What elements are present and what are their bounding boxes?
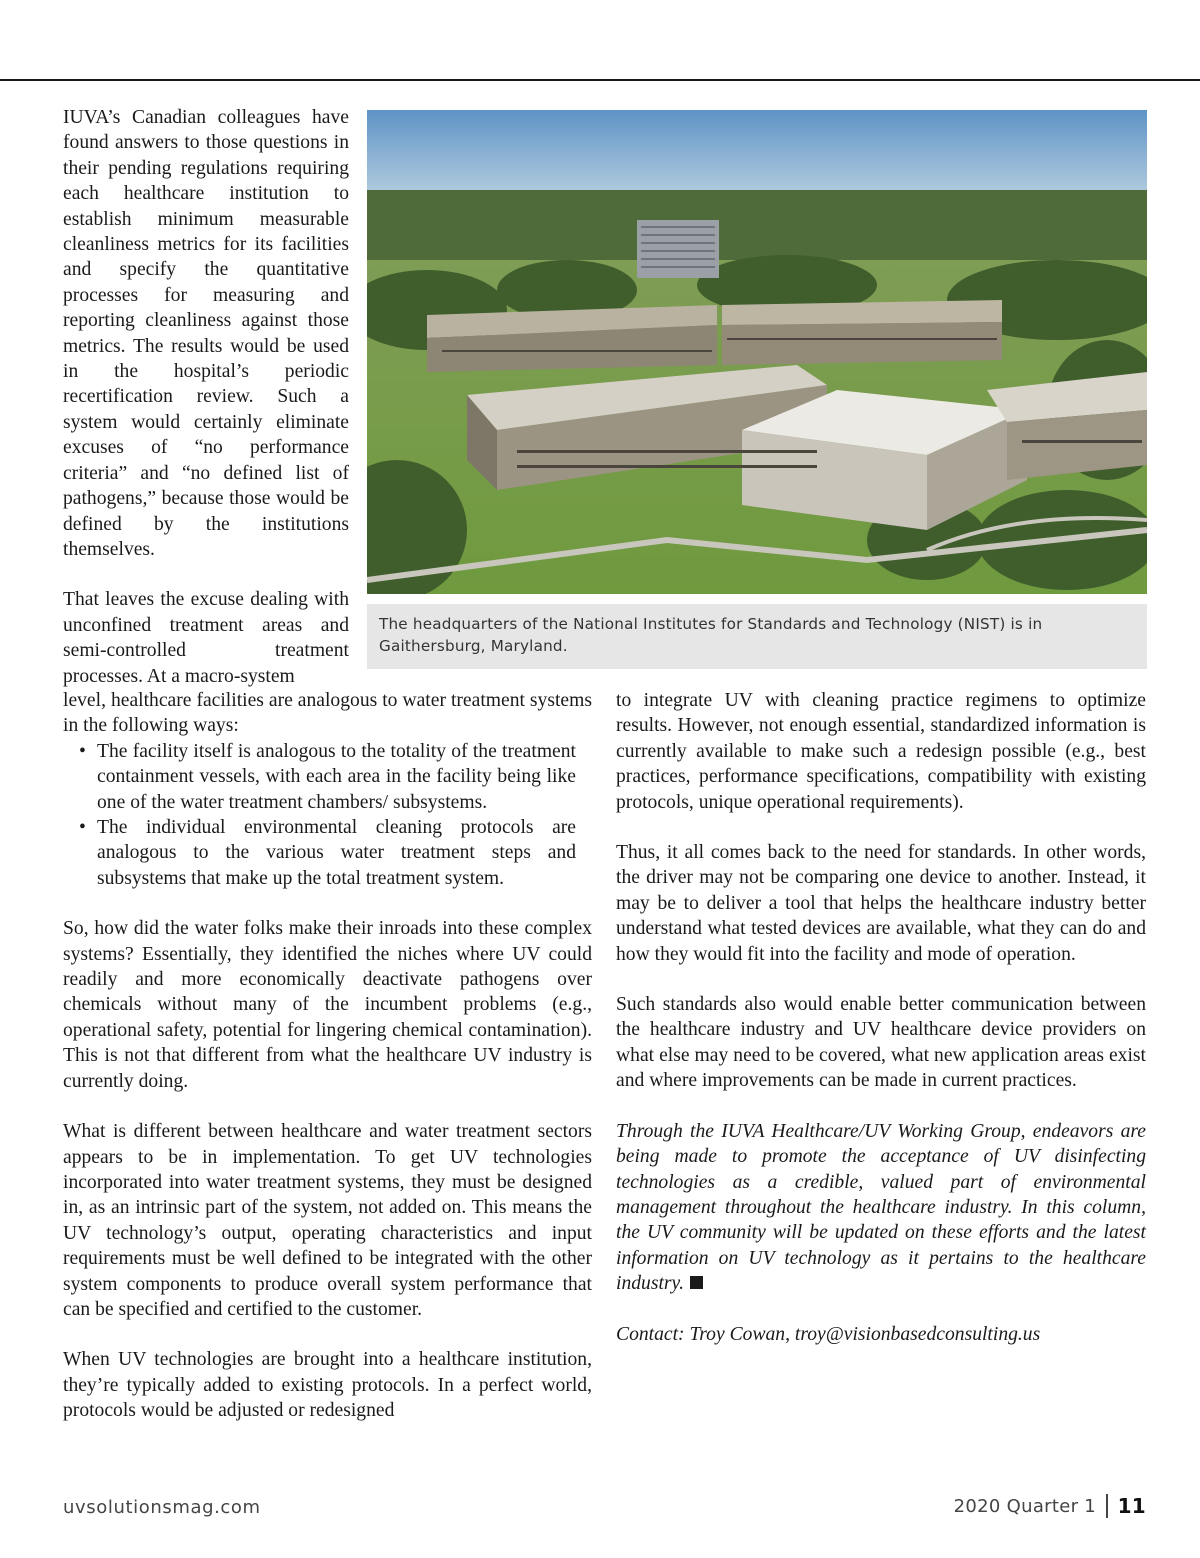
list-item <box>79 815 576 891</box>
header-rule <box>0 79 1200 81</box>
intro-column <box>63 105 349 689</box>
italic-note-text: Through the IUVA Healthcare/UV Working Group, endeavors are being made to promote the acceptance of UV disinfecting technologies as a credible, valued part of environmental management throughout the healthcare industry. In this column, the UV community will be updated on these efforts and the latest information on UV technology as it pertains to the healthcare industry. <box>616 1120 1146 1295</box>
bullet-icon: • <box>79 817 86 839</box>
contact-line: Contact: Troy Cowan, troy@visionbasedconsulting.us <box>616 1323 1041 1345</box>
intro-paragraph-2: That leaves the excuse dealing with unconfined treatment areas and semi-controlled treatment processes. At a macro-system <box>63 589 349 687</box>
nist-figure <box>367 110 1147 669</box>
right-paragraph-3: Such standards also would enable better communication between the healthcare industry and UV healthcare device providers on what else may need to be covered, what new application areas exist and where improvements can be made in current practices. <box>616 994 1146 1092</box>
footer-website: uvsolutionsmag.com <box>63 1497 261 1518</box>
footer-issue-info <box>954 1494 1146 1518</box>
end-mark-icon <box>690 1276 703 1289</box>
left-column <box>63 688 592 1449</box>
right-paragraph-1: to integrate UV with cleaning practice regimens to optimize results. However, not enough essential, standardized information is currently available to make such a redesign possible (e.g., best practices, performance specifications, compatibility with existing protocols, unique operational requirements). <box>616 690 1146 813</box>
left-paragraph-5: When UV technologies are brought into a healthcare institution, they’re typically added to existing protocols. In a perfect world, protocols would be adjusted or redesigned <box>63 1349 592 1422</box>
bullet-text-1: The facility itself is analogous to the totality of the treatment containment vessels, with each area in the facility being like one of the water treatment chambers/ subsystems. <box>97 740 576 813</box>
right-paragraph-2: Thus, it all comes back to the need for standards. In other words, the driver may not be comparing one device to another. Instead, it may be to deliver a tool that helps the healthcare industry better understand what tested devices are available, what they can do and how they would fit into the facility and mode of operation. <box>616 842 1146 965</box>
list-item <box>79 739 576 815</box>
italic-note <box>616 1119 1146 1297</box>
nist-headquarters-photo <box>367 110 1147 594</box>
left-paragraph-3: So, how did the water folks make their inroads into these complex systems? Essentially, they identified the niches where UV could readily and more economically deactivate pathogens over chemicals without many of the incumbent problems (e.g., operational safety, potential for lingering chemical contamination). This is not that different from what the healthcare UV industry is currently doing. <box>63 918 592 1092</box>
bullet-icon: • <box>79 740 86 762</box>
footer-issue: 2020 Quarter 1 <box>953 1495 1097 1517</box>
page-number: 11 <box>1117 1494 1146 1518</box>
analogy-bullet-list <box>63 739 592 891</box>
photo-caption: The headquarters of the National Institutes for Standards and Technology (NIST) is in Gaithersburg, Maryland. <box>367 604 1147 669</box>
bullet-text-2: The individual environmental cleaning protocols are analogous to the various water treatment steps and subsystems that make up the total treatment system. <box>97 817 576 889</box>
intro-paragraph-1: IUVA’s Canadian colleagues have found answers to those questions in their pending regulations requiring each healthcare institution to establish minimum measurable cleanliness metrics for its facilities and specify the quantitative processes for measuring and reporting cleanliness against those metrics. The results would be used in the hospital’s periodic recertification review. Such a system would certainly eliminate excuses of “no performance criteria” and “no defined list of pathogens,” because those would be defined by the institutions themselves. <box>63 107 349 560</box>
right-column <box>616 688 1146 1372</box>
left-paragraph-4: What is different between healthcare and water treatment sectors appears to be in implementation. To get UV technologies incorporated into water treatment systems, they must be designed in, as an intrinsic part of the system, not added on. This means the UV technology’s output, operating characteristics and input requirements must be well defined to be integrated with the other system components to produce overall system performance that can be specified and certified to the customer. <box>63 1121 592 1320</box>
footer-divider <box>1106 1494 1108 1518</box>
left-paragraph-continued: level, healthcare facilities are analogous to water treatment systems in the following ways: <box>63 690 592 737</box>
